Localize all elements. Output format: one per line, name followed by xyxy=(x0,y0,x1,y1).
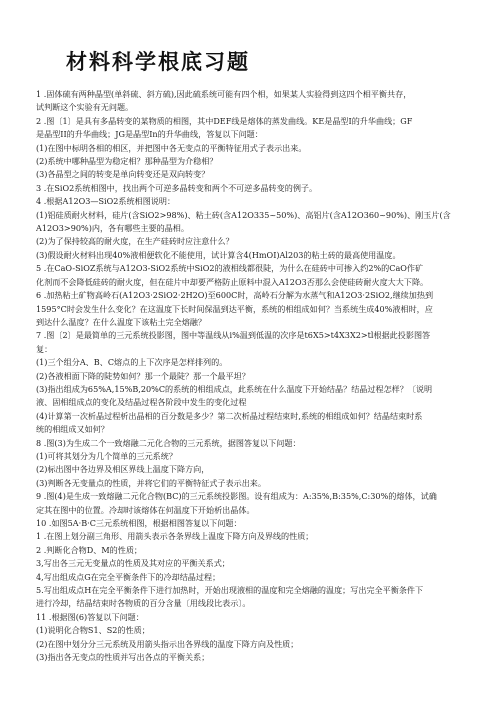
text-line: 3 .在SiO2系统相图中，找出两个可逆多晶转变和两个不可逆多晶转变的例子。 xyxy=(36,182,318,193)
text-line: 1 .固体硫有两种晶型(单斜硫、斜方硫),因此硫系统可能有四个相，如果某人实验得到这四个相平衡共存， xyxy=(36,89,412,99)
text-line: 11 .根据图(6)答复以下问题： xyxy=(36,611,144,622)
text-line: (2)系统中哪种晶型为稳定相？那种晶型为介稳相？ xyxy=(36,156,218,167)
text-line: (1)在图中标明各相的相区，并把图中各无变点的平衡特征用式子表示出来。 xyxy=(36,142,307,153)
text-line: 4,写出组成点G在完全平衡条件下的冷却结晶过程； xyxy=(36,571,221,582)
text-line: (3)指出各无变点的性质并写出各点的平衡关系； xyxy=(36,652,210,663)
text-line: 化剂而不会降低硅砖的耐火度，但在硅片中却要严格防止原料中混入A12O3否那么会使硅砖耐火度大大下降。 xyxy=(36,276,429,287)
text-line: 试判断这个实验有无问题。 xyxy=(36,102,134,113)
text-line: (3)假设耐火材料出现40%液相便软化不能使用，试计算含4(HmOI)Al203的粘土砖的最高使用温度。 xyxy=(36,249,401,260)
text-line: (3)判断各无变量点的性质，并将它们的平衡特征式子表示出来。 xyxy=(36,477,266,488)
text-line: (2)标出图中各边界及相区界线上温度下降方向， xyxy=(36,464,210,475)
page-title: 材料科学根底习题 xyxy=(66,50,250,74)
text-line: (4)计算第一次析晶过程析出晶相的百分数是多少？第二次析晶过程结束时,系统的相组成如何？结晶结束时系 xyxy=(36,410,423,421)
text-line: 6 .加热粘土矿物高岭石(A12O3·2SiO2·2H2O)至600C时，高岭石分解为水蒸气和A12O3·2SiO2,继续加热到 xyxy=(36,290,434,301)
text-line: (1)铝硅质耐火材料，硅片(含SiO2>98%)、粘土砖(含A12O335~50%)、高铝片(含A12O360~90%)、刚玉片(含 xyxy=(36,209,451,220)
text-line: (2)在图中划分分三元系统及用箭头指示出各界线的温度下降方向及性质； xyxy=(36,638,299,649)
text-line: 1595°C时会发生什么变化？在这温度下长时间保温到达平衡，系统的相组成如何？当系统生成40%液相时，应 xyxy=(36,303,433,314)
text-line: 8 .图(3)为生成二个一致熔融二元化合物的三元系统，据图答复以下问题： xyxy=(36,437,301,448)
text-line: (3)各晶型之间的转变是单向转变还是双向转变？ xyxy=(36,169,210,180)
text-line: 10 .如图5A·B·C三元系统相图，根据相图答复以下问题： xyxy=(36,518,242,528)
text-line: 定其在图中的位置。冷却时该熔体在何温度下开始析出晶体。 xyxy=(36,504,255,515)
text-line: 是晶型II的升华曲线；JG是晶型In的升华曲线，答复以下问题： xyxy=(36,129,263,140)
text-line: 1 .在图上划分副三角形、用箭头表示各条界线上温度下降方向及界线的性质； xyxy=(36,531,314,542)
text-line: 2 .图〔1〕是具有多晶转变的某物质的相图，其中DEF线是熔体的蒸发曲线。KE是晶型I的升华曲线；GF xyxy=(36,115,413,126)
text-line: (1)说明化合物S1、S2的性质； xyxy=(36,625,150,636)
text-line: 到达什么温度？在什么温度下该粘土完全熔融？ xyxy=(36,316,206,327)
text-line: 3,写出各三元无变量点的性质及其对应的平衡关系式； xyxy=(36,558,230,569)
text-line: (2)为了保持较高的耐火度，在生产硅砖时应注意什么？ xyxy=(36,236,234,247)
text-line: 5 .在CaO-SiOZ系统与A12O3-SiO2系统中SiO2的液相线都很陡，为什么在硅砖中可掺入约2%的CaO作矿 xyxy=(36,263,424,274)
text-line: A12O3>90%)内，各有哪些主要的晶相。 xyxy=(36,223,189,234)
text-line: 7 .图〔2〕是最简单的三元系统投影图，图中等温线从i%温到低温的次序是t6X5>t4X3X2>tl根据此投影图答 xyxy=(36,330,431,341)
text-line: 4 .根据A12O3—SiO2系统相图说明： xyxy=(36,196,176,207)
text-line: 2 .判断化合物D、M的性质； xyxy=(36,544,143,555)
text-line: (1)可将其划分为几个简单的三元系统？ xyxy=(36,450,177,461)
text-line: (2)各液相面下降的陡势如何？那一个最陡？那一个最平坦？ xyxy=(36,370,250,381)
question-text xyxy=(36,88,464,664)
text-line: 液、固相组成点的变化及结晶过程各阶段中发生的变化过程 xyxy=(36,397,247,408)
text-line: 统的相组成又如何？ xyxy=(36,424,109,435)
text-line: (3)指出组成为65%A,15%B,20%C的系统的相组成点，此系统在什么温度下开始结晶？结晶过程怎样？〔说明 xyxy=(36,383,433,394)
text-line: 复： xyxy=(36,343,53,354)
text-line: 进行冷却，结晶结束时各物质的百分含量〔用线段比表示〕。 xyxy=(36,598,251,609)
text-line: 9 .图(4)是生成一致熔融二元化合物(BC)的三元系统投影图。设有组成为：A:35%,B:35%,C:30%的熔体，试确 xyxy=(36,491,437,502)
text-line: (1)三个组分A、B、C熔点的上下次序是怎样排列的。 xyxy=(36,357,228,368)
text-line: 5.写出组成点H在完全平衡条件下进行加热时，开始出现液相的温度和完全熔融的温度；写出完全平衡条件下 xyxy=(36,585,424,596)
